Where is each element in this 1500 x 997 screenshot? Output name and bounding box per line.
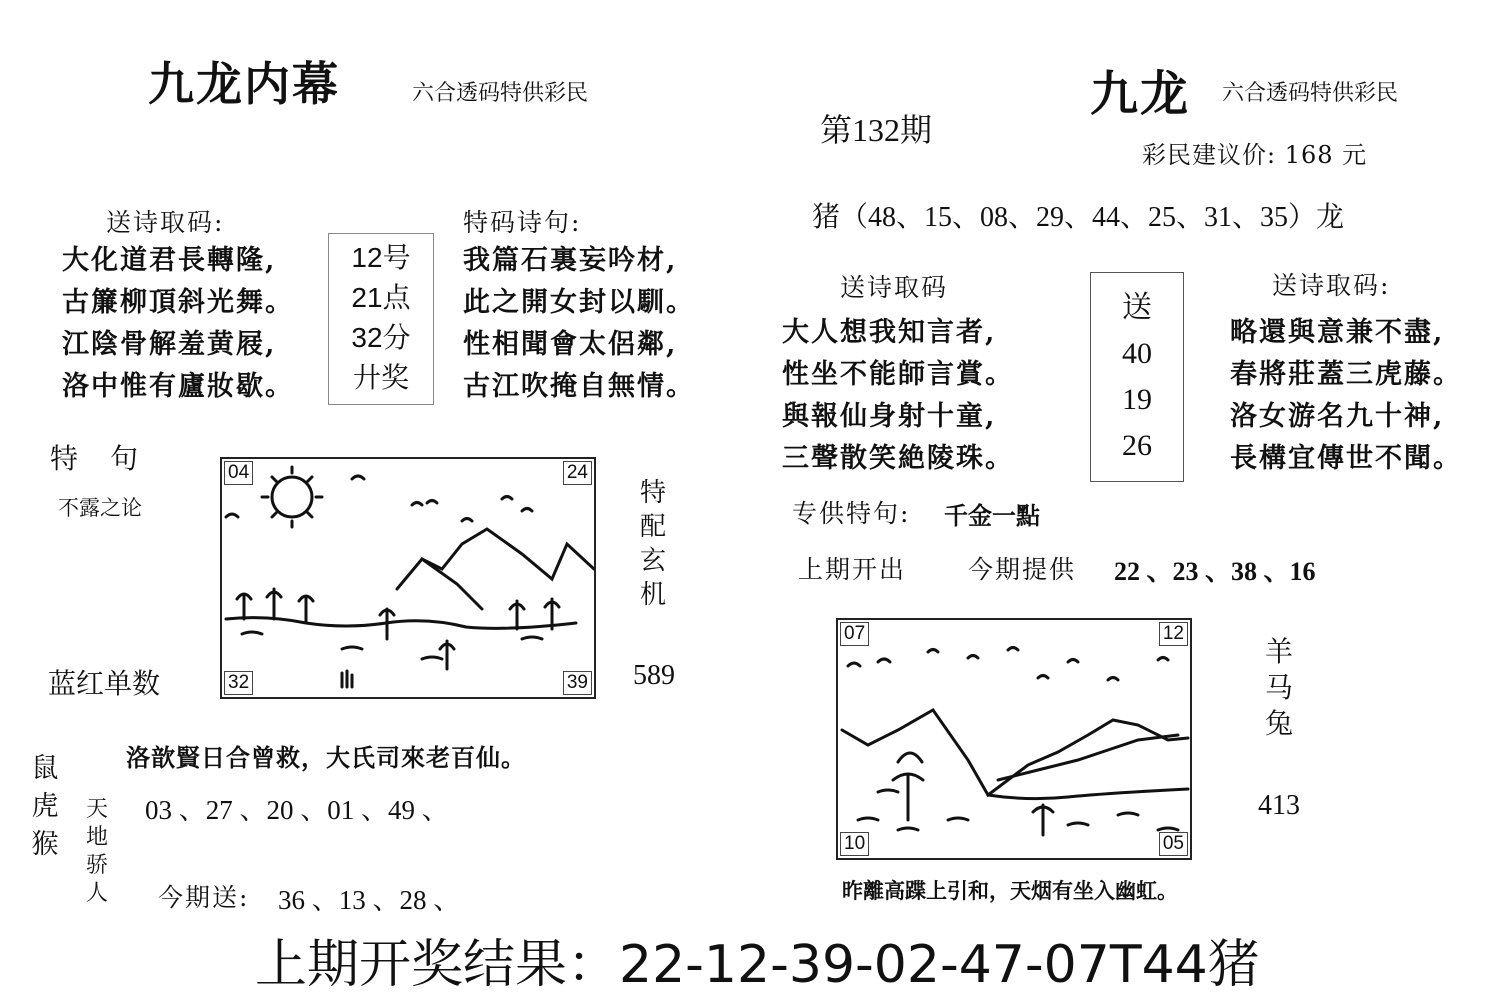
- corner-number: 24: [563, 461, 592, 485]
- left-title: 九龙内幕: [148, 57, 340, 111]
- provide-label: 今期提供: [968, 555, 1077, 584]
- issue-number: 第132期: [820, 112, 933, 148]
- poem-line: 性坐不能師言賞。: [782, 359, 1014, 390]
- right-landscape-picture: [836, 618, 1192, 860]
- numbers-row: 03 、27 、20 、01 、49 、: [145, 795, 449, 825]
- poem-line: 長構宜傳世不聞。: [1230, 443, 1462, 474]
- poem-line: 洛中惟有廬妝歇。: [62, 371, 294, 402]
- left-poem2: [463, 240, 695, 408]
- lanhong-value: 589: [633, 660, 675, 691]
- poem-line: 此之開女封以馴。: [463, 287, 695, 318]
- tiandi-vertical: 天地骄人: [85, 797, 108, 906]
- poem-line: 略還與意兼不盡,: [1230, 317, 1445, 348]
- left-poem1-heading: 送诗取码:: [106, 208, 225, 237]
- corner-number: 39: [563, 671, 592, 695]
- corner-number: 07: [840, 622, 869, 646]
- left-landscape-picture: [220, 457, 596, 699]
- special-text: 千金一點: [944, 501, 1040, 530]
- box-line: 40: [1122, 337, 1152, 370]
- poem-line: 古江吹掩自無情。: [463, 371, 695, 402]
- poem-line: 江陰骨解羞黄屐,: [62, 329, 277, 360]
- box-line: 26: [1122, 429, 1152, 462]
- poem-line: 三聲散笑絶陵珠。: [782, 443, 1014, 474]
- corner-number: 32: [224, 671, 253, 695]
- last-label: 上期开出: [798, 555, 907, 584]
- poem-line: 古簾柳頂斜光舞。: [62, 287, 294, 318]
- landscape-drawing: [222, 459, 594, 697]
- left-number-box: [328, 233, 434, 405]
- box-line: 21点: [351, 282, 411, 313]
- left-poem2-heading: 特码诗句:: [463, 208, 582, 237]
- poem-line: 春將莊蓋三虎藤。: [1230, 359, 1462, 390]
- last-draw-result: 上期开奖结果：22-12-39-02-47-07T44猪: [255, 935, 1260, 995]
- poem-line: 性相聞會太侶鄰,: [463, 329, 678, 360]
- left-poem1: [62, 240, 294, 408]
- right-poem2: [1230, 312, 1462, 480]
- jinqi-numbers: 36 、13 、28 、: [278, 885, 461, 915]
- poem-line: 我篇石裏妄吟材,: [463, 245, 678, 276]
- right-poem1-heading: 送诗取码: [840, 273, 949, 302]
- zodiac-vertical: 鼠虎猴: [31, 753, 59, 860]
- box-line: 送: [1122, 291, 1152, 324]
- box-line: 12号: [351, 242, 411, 273]
- price: 彩民建议价: 168 元: [1142, 141, 1368, 169]
- pig-dragon-line: 猪（48、15、08、29、44、25、31、35）龙: [812, 202, 1345, 233]
- box-line: 廾奖: [352, 362, 409, 393]
- right-zodiac-vertical: 羊马兔: [1264, 635, 1293, 740]
- right-value: 413: [1258, 790, 1300, 821]
- teju-label: 特 句: [50, 442, 141, 475]
- corner-number: 04: [224, 461, 253, 485]
- right-subtitle: 六合透码特供彩民: [1222, 81, 1399, 106]
- box-line: 19: [1122, 383, 1152, 416]
- poem-line: 大化道君長轉隆,: [62, 245, 277, 276]
- poem-line: 洛女游名九十神,: [1230, 401, 1445, 432]
- special-label: 专供特句:: [792, 499, 911, 528]
- lanhong-label: 蓝红单数: [48, 668, 161, 699]
- right-title: 九龙: [1090, 66, 1191, 122]
- left-subtitle: 六合透码特供彩民: [412, 81, 589, 106]
- box-line: 32分: [351, 322, 411, 353]
- landscape-drawing: [838, 620, 1190, 858]
- jinqi-label: 今期送:: [158, 883, 250, 912]
- corner-number: 10: [840, 832, 869, 856]
- teju-text: 不露之论: [58, 497, 142, 520]
- left-poem-line: 洛歆賢日合曾救，大氏司來老百仙。: [126, 743, 526, 772]
- poem-line: 大人想我知言者,: [782, 317, 997, 348]
- right-poem2-heading: 送诗取码:: [1272, 271, 1391, 300]
- poem-line: 與報仙身射十童,: [782, 401, 997, 432]
- provide-numbers: 22 、23 、38 、16: [1114, 557, 1316, 586]
- right-poem1: [782, 312, 1014, 480]
- corner-number: 05: [1159, 832, 1188, 856]
- corner-number: 12: [1159, 622, 1188, 646]
- right-number-box: [1090, 272, 1184, 482]
- teipei-xuanji-vertical: 特配玄机: [639, 478, 666, 610]
- right-poem-line: 昨離高蹀上引和，天烟有坐入幽虹。: [842, 878, 1178, 903]
